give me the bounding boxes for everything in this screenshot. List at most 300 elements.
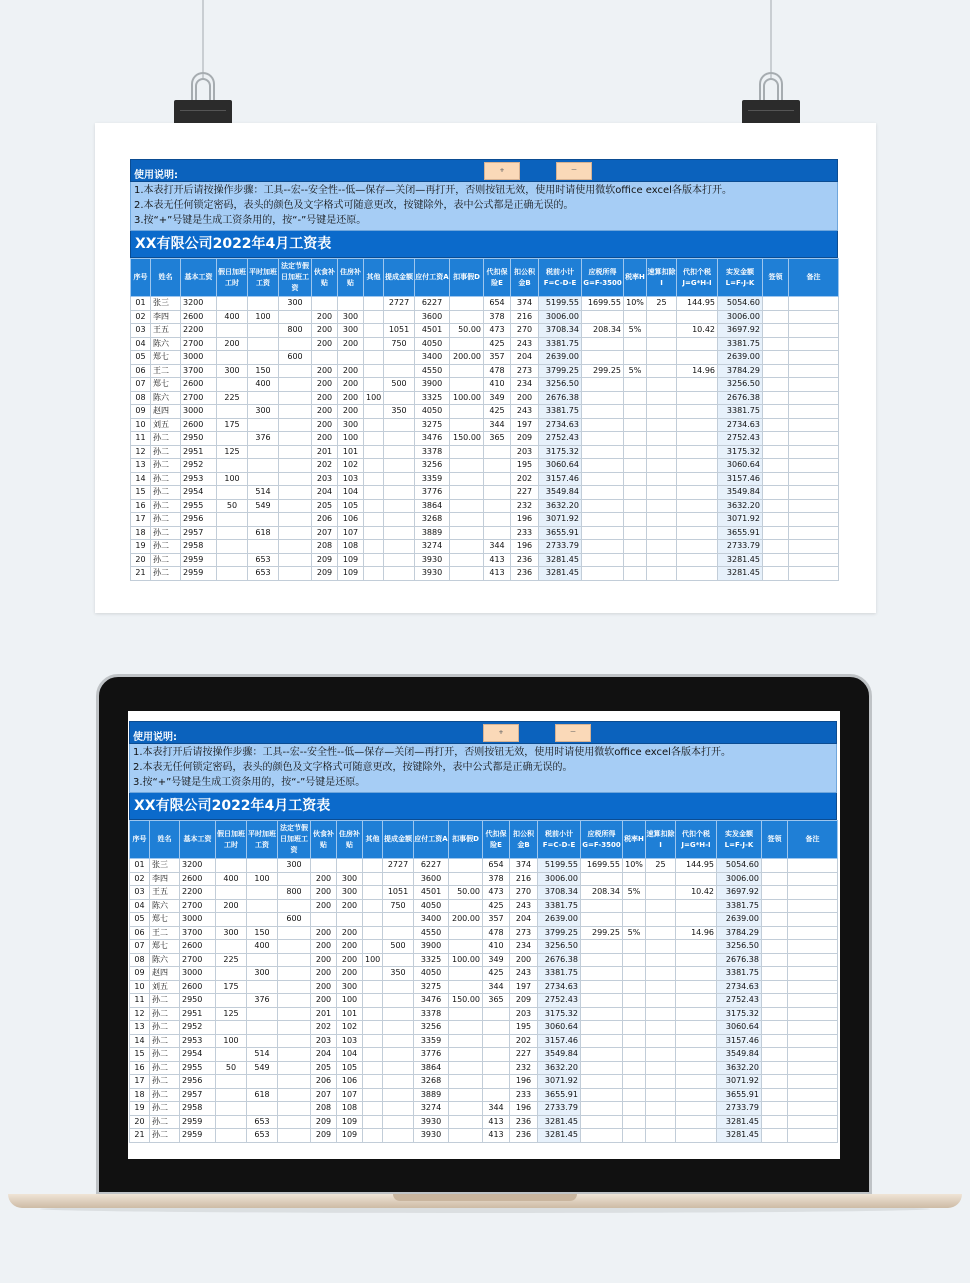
table-cell[interactable]: 孙二 [151, 432, 181, 446]
table-cell[interactable]: 5199.55 [538, 859, 581, 873]
table-cell[interactable]: 07 [131, 378, 151, 392]
table-cell[interactable] [279, 472, 312, 486]
table-cell[interactable]: 3930 [415, 567, 450, 581]
table-cell[interactable] [581, 1075, 623, 1089]
table-cell[interactable] [217, 378, 248, 392]
table-cell[interactable]: 243 [511, 337, 539, 351]
table-cell[interactable]: 232 [510, 1061, 538, 1075]
table-cell[interactable] [383, 1102, 414, 1116]
table-cell[interactable]: 109 [337, 1129, 363, 1143]
table-cell[interactable] [789, 432, 839, 446]
table-cell[interactable] [582, 432, 624, 446]
table-cell[interactable]: 3175.32 [717, 1007, 762, 1021]
table-cell[interactable]: 李四 [150, 872, 180, 886]
table-cell[interactable]: 100 [216, 1034, 247, 1048]
table-cell[interactable] [763, 499, 789, 513]
table-cell[interactable]: 4550 [414, 926, 449, 940]
table-cell[interactable]: 374 [510, 859, 538, 873]
table-cell[interactable]: 3006.00 [538, 872, 581, 886]
table-cell[interactable]: 750 [383, 899, 414, 913]
table-cell[interactable] [646, 1007, 676, 1021]
table-cell[interactable]: 2955 [180, 1061, 216, 1075]
table-cell[interactable]: 3256 [415, 459, 450, 473]
table-cell[interactable] [789, 445, 839, 459]
table-cell[interactable] [217, 513, 248, 527]
table-cell[interactable]: 3006.00 [539, 310, 582, 324]
table-cell[interactable] [248, 351, 279, 365]
table-cell[interactable]: 10 [130, 980, 150, 994]
table-cell[interactable] [647, 337, 677, 351]
table-cell[interactable]: 14.96 [676, 926, 717, 940]
table-cell[interactable]: 196 [511, 540, 539, 554]
table-cell[interactable] [676, 1115, 717, 1129]
table-cell[interactable]: 108 [338, 540, 364, 554]
table-cell[interactable] [677, 540, 718, 554]
table-cell[interactable] [676, 1075, 717, 1089]
table-cell[interactable] [279, 391, 312, 405]
table-cell[interactable] [278, 926, 311, 940]
table-cell[interactable] [789, 378, 839, 392]
table-cell[interactable]: 3549.84 [717, 1048, 762, 1062]
table-cell[interactable]: 3930 [415, 553, 450, 567]
table-cell[interactable]: 25 [646, 859, 676, 873]
table-cell[interactable]: 196 [510, 1075, 538, 1089]
table-cell[interactable]: 413 [484, 567, 511, 581]
table-cell[interactable]: 孙二 [151, 486, 181, 500]
table-cell[interactable] [248, 324, 279, 338]
table-cell[interactable]: 105 [337, 1061, 363, 1075]
table-cell[interactable] [582, 337, 624, 351]
table-cell[interactable]: 202 [311, 1021, 337, 1035]
table-cell[interactable]: 3157.46 [718, 472, 763, 486]
table-cell[interactable] [364, 459, 384, 473]
table-cell[interactable]: 100.00 [449, 953, 483, 967]
table-cell[interactable]: 208 [311, 1102, 337, 1116]
table-cell[interactable] [624, 472, 647, 486]
table-cell[interactable] [623, 994, 646, 1008]
table-cell[interactable]: 2752.43 [539, 432, 582, 446]
table-cell[interactable] [248, 297, 279, 311]
table-cell[interactable] [384, 445, 415, 459]
table-cell[interactable]: 378 [484, 310, 511, 324]
table-cell[interactable] [483, 1048, 510, 1062]
table-cell[interactable]: 365 [484, 432, 511, 446]
table-cell[interactable] [676, 1021, 717, 1035]
table-cell[interactable] [384, 486, 415, 500]
table-cell[interactable]: 300 [278, 859, 311, 873]
table-cell[interactable]: 5% [624, 324, 647, 338]
table-cell[interactable]: 03 [130, 886, 150, 900]
table-cell[interactable]: 200 [337, 926, 363, 940]
table-cell[interactable]: 203 [511, 445, 539, 459]
table-cell[interactable] [763, 567, 789, 581]
table-cell[interactable]: 109 [337, 1115, 363, 1129]
table-cell[interactable]: 196 [510, 1102, 538, 1116]
table-cell[interactable]: 孙二 [151, 567, 181, 581]
table-cell[interactable]: 400 [217, 310, 248, 324]
table-cell[interactable]: 3359 [414, 1034, 449, 1048]
table-cell[interactable] [363, 1088, 383, 1102]
table-cell[interactable]: 104 [338, 486, 364, 500]
table-cell[interactable]: 1051 [384, 324, 415, 338]
table-cell[interactable] [789, 540, 839, 554]
table-cell[interactable]: 20 [131, 553, 151, 567]
table-cell[interactable] [623, 1021, 646, 1035]
table-cell[interactable] [647, 526, 677, 540]
table-cell[interactable]: 2954 [181, 486, 217, 500]
table-cell[interactable]: 3378 [415, 445, 450, 459]
table-cell[interactable] [364, 310, 384, 324]
table-cell[interactable] [483, 1061, 510, 1075]
table-cell[interactable] [363, 994, 383, 1008]
table-cell[interactable] [788, 1007, 838, 1021]
table-cell[interactable] [279, 553, 312, 567]
table-cell[interactable] [762, 872, 788, 886]
table-cell[interactable]: 200 [311, 980, 337, 994]
table-cell[interactable] [763, 324, 789, 338]
table-cell[interactable]: 陈六 [150, 953, 180, 967]
table-cell[interactable] [384, 418, 415, 432]
table-cell[interactable] [762, 1075, 788, 1089]
table-cell[interactable] [789, 567, 839, 581]
table-cell[interactable] [449, 1102, 483, 1116]
table-cell[interactable] [647, 567, 677, 581]
table-cell[interactable]: 200 [312, 391, 338, 405]
table-cell[interactable] [581, 1061, 623, 1075]
table-cell[interactable] [763, 553, 789, 567]
table-cell[interactable] [763, 445, 789, 459]
table-cell[interactable]: 5% [624, 364, 647, 378]
table-cell[interactable]: 2639.00 [539, 351, 582, 365]
table-cell[interactable]: 344 [483, 980, 510, 994]
table-cell[interactable]: 200 [338, 364, 364, 378]
table-cell[interactable] [646, 1115, 676, 1129]
table-cell[interactable] [279, 499, 312, 513]
table-cell[interactable] [247, 953, 278, 967]
table-cell[interactable] [646, 1048, 676, 1062]
table-cell[interactable]: 2676.38 [538, 953, 581, 967]
table-cell[interactable]: 209 [311, 1129, 337, 1143]
table-cell[interactable]: 150.00 [449, 994, 483, 1008]
table-cell[interactable] [383, 994, 414, 1008]
table-cell[interactable]: 100 [247, 872, 278, 886]
table-cell[interactable] [624, 499, 647, 513]
table-cell[interactable]: 400 [216, 872, 247, 886]
table-cell[interactable] [278, 1075, 311, 1089]
table-cell[interactable]: 3381.75 [717, 899, 762, 913]
table-cell[interactable] [449, 859, 483, 873]
table-cell[interactable] [788, 1034, 838, 1048]
table-cell[interactable] [247, 1007, 278, 1021]
table-cell[interactable]: 2752.43 [718, 432, 763, 446]
table-cell[interactable] [677, 337, 718, 351]
table-cell[interactable] [582, 540, 624, 554]
table-cell[interactable] [364, 351, 384, 365]
table-cell[interactable] [788, 1061, 838, 1075]
table-cell[interactable]: 2956 [181, 513, 217, 527]
table-cell[interactable]: 02 [130, 872, 150, 886]
table-cell[interactable] [484, 459, 511, 473]
table-cell[interactable] [788, 886, 838, 900]
table-cell[interactable] [624, 432, 647, 446]
table-cell[interactable] [676, 1102, 717, 1116]
table-cell[interactable]: 207 [311, 1088, 337, 1102]
table-cell[interactable]: 孙二 [151, 472, 181, 486]
table-cell[interactable] [449, 926, 483, 940]
table-cell[interactable] [216, 1102, 247, 1116]
table-cell[interactable] [788, 872, 838, 886]
table-cell[interactable]: 300 [216, 926, 247, 940]
table-cell[interactable] [677, 405, 718, 419]
table-cell[interactable] [788, 1088, 838, 1102]
table-cell[interactable] [646, 926, 676, 940]
table-cell[interactable]: 232 [511, 499, 539, 513]
table-cell[interactable]: 01 [130, 859, 150, 873]
table-cell[interactable] [762, 1088, 788, 1102]
table-cell[interactable]: 3549.84 [718, 486, 763, 500]
table-cell[interactable] [449, 899, 483, 913]
table-cell[interactable]: 400 [247, 940, 278, 954]
table-cell[interactable] [677, 486, 718, 500]
table-cell[interactable] [450, 337, 484, 351]
table-cell[interactable]: 204 [510, 913, 538, 927]
table-cell[interactable] [364, 499, 384, 513]
table-cell[interactable] [364, 418, 384, 432]
table-cell[interactable] [582, 378, 624, 392]
table-cell[interactable] [364, 526, 384, 540]
table-cell[interactable]: 200 [311, 967, 337, 981]
table-cell[interactable]: 378 [483, 872, 510, 886]
table-cell[interactable] [624, 459, 647, 473]
table-cell[interactable] [647, 432, 677, 446]
table-cell[interactable] [278, 1021, 311, 1035]
table-cell[interactable] [788, 859, 838, 873]
table-cell[interactable]: 413 [484, 553, 511, 567]
table-cell[interactable] [449, 1061, 483, 1075]
table-cell[interactable]: 4550 [415, 364, 450, 378]
table-cell[interactable] [789, 324, 839, 338]
table-cell[interactable]: 3776 [415, 486, 450, 500]
table-cell[interactable]: 3274 [415, 540, 450, 554]
table-cell[interactable] [383, 1088, 414, 1102]
table-cell[interactable] [676, 1088, 717, 1102]
table-cell[interactable]: 3784.29 [718, 364, 763, 378]
table-cell[interactable] [217, 540, 248, 554]
table-cell[interactable]: 2955 [181, 499, 217, 513]
table-cell[interactable]: 3000 [180, 967, 216, 981]
table-cell[interactable]: 200.00 [449, 913, 483, 927]
table-cell[interactable]: 张三 [150, 859, 180, 873]
table-cell[interactable] [581, 1021, 623, 1035]
table-cell[interactable] [789, 391, 839, 405]
table-cell[interactable]: 618 [247, 1088, 278, 1102]
table-cell[interactable]: 200 [337, 953, 363, 967]
table-cell[interactable] [762, 1021, 788, 1035]
table-cell[interactable] [676, 872, 717, 886]
table-cell[interactable] [364, 567, 384, 581]
table-cell[interactable]: 3600 [414, 872, 449, 886]
table-cell[interactable] [278, 872, 311, 886]
table-cell[interactable] [789, 472, 839, 486]
table-cell[interactable] [363, 926, 383, 940]
table-cell[interactable] [788, 953, 838, 967]
table-cell[interactable] [383, 953, 414, 967]
table-cell[interactable]: 209 [511, 432, 539, 446]
table-cell[interactable] [677, 472, 718, 486]
table-cell[interactable]: 05 [131, 351, 151, 365]
table-cell[interactable] [789, 364, 839, 378]
table-cell[interactable] [763, 459, 789, 473]
table-cell[interactable] [788, 913, 838, 927]
table-cell[interactable]: 2734.63 [539, 418, 582, 432]
table-cell[interactable] [247, 913, 278, 927]
table-cell[interactable]: 197 [511, 418, 539, 432]
table-cell[interactable]: 3381.75 [538, 967, 581, 981]
table-cell[interactable]: 216 [511, 310, 539, 324]
table-cell[interactable]: 3071.92 [718, 513, 763, 527]
table-cell[interactable]: 张三 [151, 297, 181, 311]
table-cell[interactable] [338, 351, 364, 365]
table-cell[interactable]: 3697.92 [717, 886, 762, 900]
table-cell[interactable]: 孙二 [151, 499, 181, 513]
table-cell[interactable]: 300 [337, 980, 363, 994]
table-cell[interactable] [216, 1075, 247, 1089]
table-cell[interactable]: 227 [510, 1048, 538, 1062]
table-cell[interactable] [247, 980, 278, 994]
table-cell[interactable] [623, 872, 646, 886]
table-cell[interactable]: 500 [383, 940, 414, 954]
table-cell[interactable]: 105 [338, 499, 364, 513]
table-cell[interactable]: 243 [510, 967, 538, 981]
table-cell[interactable]: 2959 [181, 567, 217, 581]
table-cell[interactable]: 202 [312, 459, 338, 473]
table-cell[interactable]: 3632.20 [538, 1061, 581, 1075]
table-cell[interactable]: 473 [484, 324, 511, 338]
table-cell[interactable] [763, 418, 789, 432]
table-cell[interactable] [763, 405, 789, 419]
table-cell[interactable]: 2957 [180, 1088, 216, 1102]
table-cell[interactable] [217, 553, 248, 567]
table-cell[interactable] [248, 445, 279, 459]
table-cell[interactable]: 3889 [415, 526, 450, 540]
table-cell[interactable]: 144.95 [676, 859, 717, 873]
table-cell[interactable]: 孙二 [150, 1034, 180, 1048]
table-cell[interactable] [762, 1007, 788, 1021]
table-cell[interactable]: 王二 [150, 926, 180, 940]
table-cell[interactable] [581, 1088, 623, 1102]
table-cell[interactable]: 653 [247, 1129, 278, 1143]
table-cell[interactable]: 200 [217, 337, 248, 351]
table-cell[interactable] [623, 899, 646, 913]
table-cell[interactable]: 3381.75 [538, 899, 581, 913]
table-cell[interactable] [581, 913, 623, 927]
table-cell[interactable]: 273 [510, 926, 538, 940]
table-cell[interactable]: 11 [131, 432, 151, 446]
table-cell[interactable] [383, 926, 414, 940]
table-cell[interactable] [581, 899, 623, 913]
table-cell[interactable]: 5054.60 [717, 859, 762, 873]
table-cell[interactable]: 102 [337, 1021, 363, 1035]
table-cell[interactable] [483, 1088, 510, 1102]
table-cell[interactable] [789, 553, 839, 567]
table-cell[interactable]: 2639.00 [718, 351, 763, 365]
table-cell[interactable]: 300 [217, 364, 248, 378]
table-cell[interactable]: 3864 [414, 1061, 449, 1075]
table-cell[interactable]: 202 [511, 472, 539, 486]
table-cell[interactable]: 2752.43 [717, 994, 762, 1008]
table-cell[interactable]: 425 [483, 967, 510, 981]
table-cell[interactable] [247, 886, 278, 900]
table-cell[interactable] [450, 567, 484, 581]
table-cell[interactable] [582, 310, 624, 324]
table-cell[interactable]: 3281.45 [718, 553, 763, 567]
table-cell[interactable]: 05 [130, 913, 150, 927]
table-cell[interactable] [383, 1021, 414, 1035]
table-cell[interactable]: 19 [130, 1102, 150, 1116]
table-cell[interactable]: 3071.92 [538, 1075, 581, 1089]
table-cell[interactable] [484, 486, 511, 500]
table-cell[interactable] [676, 1034, 717, 1048]
table-cell[interactable] [676, 994, 717, 1008]
table-cell[interactable]: 206 [312, 513, 338, 527]
table-cell[interactable] [762, 926, 788, 940]
table-cell[interactable]: 2733.79 [718, 540, 763, 554]
table-cell[interactable] [450, 378, 484, 392]
table-cell[interactable]: 3700 [180, 926, 216, 940]
table-cell[interactable]: 2700 [180, 899, 216, 913]
table-cell[interactable] [364, 297, 384, 311]
table-cell[interactable]: 205 [311, 1061, 337, 1075]
table-cell[interactable]: 3655.91 [539, 526, 582, 540]
table-cell[interactable] [364, 405, 384, 419]
table-cell[interactable] [484, 513, 511, 527]
table-cell[interactable] [789, 337, 839, 351]
table-cell[interactable] [677, 391, 718, 405]
table-cell[interactable]: 3697.92 [718, 324, 763, 338]
table-cell[interactable] [647, 553, 677, 567]
table-cell[interactable] [623, 980, 646, 994]
table-cell[interactable] [484, 472, 511, 486]
table-cell[interactable] [789, 418, 839, 432]
table-cell[interactable] [484, 526, 511, 540]
table-cell[interactable]: 270 [510, 886, 538, 900]
table-cell[interactable]: 王二 [151, 364, 181, 378]
table-cell[interactable]: 50.00 [449, 886, 483, 900]
table-cell[interactable] [217, 324, 248, 338]
table-cell[interactable]: 孙二 [151, 459, 181, 473]
table-cell[interactable] [449, 1129, 483, 1143]
table-cell[interactable] [278, 994, 311, 1008]
table-cell[interactable] [216, 1088, 247, 1102]
table-cell[interactable] [364, 472, 384, 486]
table-cell[interactable]: 孙二 [150, 1048, 180, 1062]
table-cell[interactable]: 125 [216, 1007, 247, 1021]
table-cell[interactable]: 2200 [181, 324, 217, 338]
table-cell[interactable]: 01 [131, 297, 151, 311]
table-cell[interactable] [383, 980, 414, 994]
table-cell[interactable] [788, 1115, 838, 1129]
restore-button[interactable]: － [555, 724, 591, 742]
table-cell[interactable] [363, 967, 383, 981]
table-cell[interactable]: 150 [247, 926, 278, 940]
table-cell[interactable]: 3256.50 [718, 378, 763, 392]
table-cell[interactable]: 25 [647, 297, 677, 311]
table-cell[interactable]: 200 [312, 432, 338, 446]
table-cell[interactable]: 3381.75 [718, 337, 763, 351]
table-cell[interactable]: 100 [338, 432, 364, 446]
table-cell[interactable]: 344 [484, 418, 511, 432]
table-cell[interactable] [646, 1088, 676, 1102]
